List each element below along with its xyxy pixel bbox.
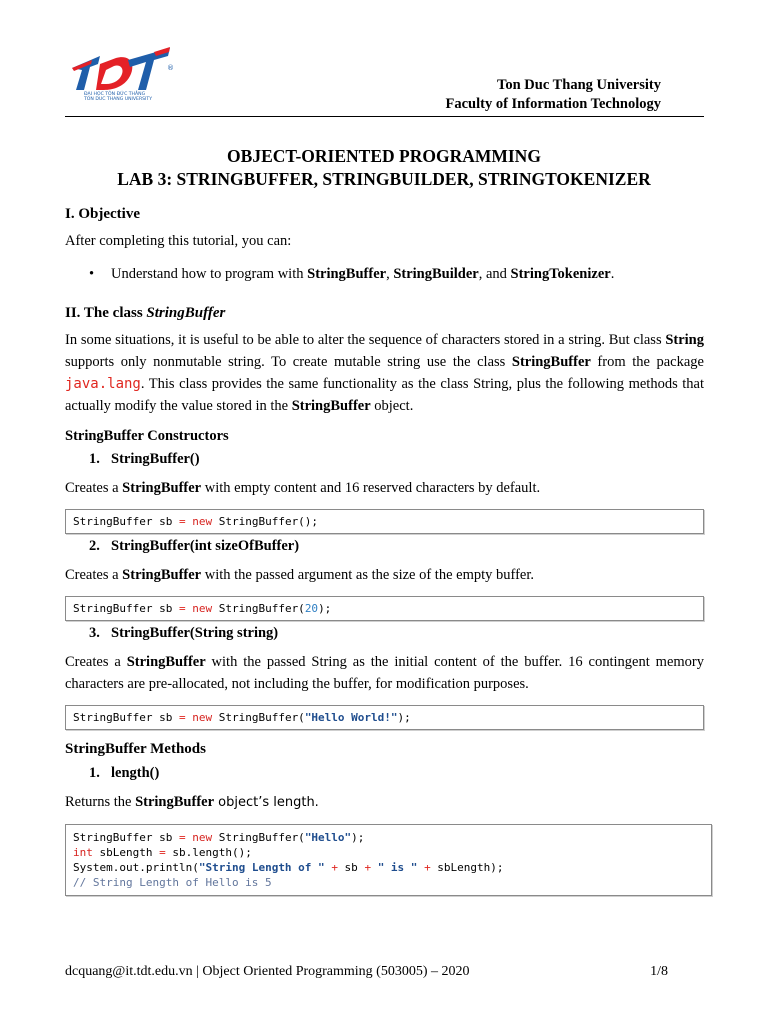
code-number: 20	[304, 602, 319, 615]
bullet-text: Understand how to program with	[111, 266, 308, 282]
method-1-label: length()	[111, 765, 160, 781]
code-keyword: int	[73, 846, 93, 859]
code-comment: // String Length of Hello is 5	[73, 876, 272, 889]
constructor-2-label: StringBuffer(int sizeOfBuffer)	[111, 538, 300, 554]
code-token: StringBuffer(	[212, 831, 305, 844]
code-token: StringBuffer(	[212, 602, 305, 615]
document-body	[65, 203, 704, 896]
objective-intro: After completing this tutorial, you can:	[65, 233, 292, 249]
code-string: "Hello"	[304, 831, 352, 844]
code-operator: =	[178, 711, 186, 724]
constructor-2-title	[65, 535, 704, 557]
desc-text: with the passed argument as the size of the empty buffer.	[201, 567, 534, 583]
university-logo	[70, 46, 174, 104]
bullet-term-stringbuilder: StringBuilder	[393, 266, 479, 282]
desc-term: StringBuffer	[122, 480, 202, 496]
para-text: supports only nonmutable string. To create mutable string use the class	[65, 354, 512, 370]
desc-text: with the passed String as the initial content of the buffer. 16 contingent memory characters are pre-allocated, not including the buffer, for modification purposes.	[65, 654, 704, 692]
code-operator: =	[178, 515, 186, 528]
code-token: sbLength	[92, 846, 160, 859]
package-name: java.lang	[65, 376, 141, 392]
code-token: System.out.println(	[73, 861, 199, 874]
para-term-string: String	[665, 332, 704, 348]
code-token: StringBuffer sb	[73, 515, 179, 528]
list-number: 2.	[89, 538, 100, 554]
list-number: 1.	[89, 451, 100, 467]
code-token: StringBuffer sb	[73, 711, 179, 724]
desc-term: StringBuffer	[135, 794, 215, 810]
section2-paragraph	[65, 329, 704, 417]
section2-heading	[65, 302, 704, 324]
code-operator: +	[364, 861, 372, 874]
constructor-2-desc	[65, 564, 704, 586]
bullet-dot-icon: •	[89, 266, 95, 282]
method-1-title	[65, 762, 704, 784]
code-token: );	[397, 711, 411, 724]
desc-text: Creates a	[65, 654, 127, 670]
section2-heading-class: StringBuffer	[146, 305, 226, 321]
bullet-sep: , and	[478, 266, 511, 282]
list-number: 3.	[89, 625, 100, 641]
code-string: "Hello World!"	[304, 711, 398, 724]
constructors-heading: StringBuffer Constructors	[65, 428, 229, 444]
code-token: sb.length();	[165, 846, 252, 859]
objective-bullet	[65, 263, 704, 285]
para-term-stringbuffer: StringBuffer	[291, 398, 371, 414]
para-text: In some situations, it is useful to be able to alter the sequence of characters stored in a string. But class	[65, 332, 666, 348]
code-snippet-constructor-3	[65, 705, 704, 730]
code-token: );	[351, 831, 365, 844]
logo-line2: TON DUC THANG UNIVERSITY	[84, 97, 153, 102]
code-keyword: new	[192, 831, 213, 844]
desc-text: object’s length.	[214, 795, 319, 810]
faculty-name: Faculty of Information Technology	[445, 96, 661, 112]
code-token: StringBuffer sb	[73, 602, 179, 615]
code-keyword: new	[192, 602, 213, 615]
list-number: 1.	[89, 765, 100, 781]
bullet-term-stringbuffer: StringBuffer	[307, 266, 387, 282]
title-line-2: LAB 3: STRINGBUFFER, STRINGBUILDER, STRINGTOKENIZER	[117, 169, 651, 189]
title-line-1: OBJECT-ORIENTED PROGRAMMING	[227, 146, 541, 166]
code-string: " is "	[377, 861, 418, 874]
para-term-stringbuffer: StringBuffer	[511, 354, 591, 370]
code-token	[371, 861, 378, 874]
logo-registered-mark: ®	[167, 64, 174, 72]
code-keyword: new	[192, 515, 213, 528]
method-1-desc	[65, 791, 704, 814]
code-token: StringBuffer sb	[73, 831, 179, 844]
university-header	[446, 76, 662, 114]
para-text: from the package	[590, 354, 704, 370]
desc-text: Returns the	[65, 794, 136, 810]
code-operator: +	[331, 861, 338, 874]
code-operator: +	[424, 861, 431, 874]
desc-text: Creates a	[65, 567, 123, 583]
constructor-1-title	[65, 448, 704, 470]
code-operator: =	[178, 602, 186, 615]
desc-term: StringBuffer	[122, 567, 202, 583]
code-token: StringBuffer();	[212, 515, 319, 528]
code-token: sbLength);	[430, 861, 504, 874]
code-snippet-constructor-2	[65, 596, 704, 621]
code-operator: =	[178, 831, 186, 844]
document-title	[0, 145, 768, 191]
tdt-logo-graphic	[70, 46, 174, 104]
constructor-3-desc	[65, 651, 704, 695]
code-token: sb	[337, 861, 365, 874]
para-text: object.	[370, 398, 414, 414]
code-snippet-length	[65, 824, 712, 896]
desc-text: with empty content and 16 reserved characters by default.	[201, 480, 541, 496]
methods-heading: StringBuffer Methods	[65, 741, 206, 757]
code-keyword: new	[192, 711, 213, 724]
bullet-sep: ,	[386, 266, 394, 282]
page-number: 1/8	[650, 964, 668, 979]
para-text: . This class provides the same functionality as the class String, plus the following methods that actually modify the value stored in the	[65, 376, 704, 414]
desc-term: StringBuffer	[126, 654, 206, 670]
footer-text: dcquang@it.tdt.edu.vn | Object Oriented Programming (503005) – 2020	[65, 964, 470, 979]
desc-text: Creates a	[65, 480, 123, 496]
constructor-1-label: StringBuffer()	[111, 451, 200, 467]
bullet-end: .	[610, 266, 615, 282]
logo-line1: ĐẠI HỌC TÔN ĐỨC THẮNG	[84, 92, 146, 97]
code-token: );	[318, 602, 332, 615]
section2-heading-prefix: II. The class	[65, 305, 147, 321]
header-divider	[65, 116, 704, 117]
code-token: StringBuffer(	[212, 711, 305, 724]
objective-heading: I. Objective	[65, 206, 140, 222]
code-operator: =	[159, 846, 166, 859]
university-name: Ton Duc Thang University	[497, 77, 661, 93]
constructor-3-label: StringBuffer(String string)	[111, 625, 279, 641]
constructor-1-desc	[65, 477, 704, 499]
bullet-term-stringtokenizer: StringTokenizer	[510, 266, 611, 282]
code-string: "String Length of "	[198, 861, 325, 874]
constructor-3-title	[65, 622, 704, 644]
code-snippet-constructor-1	[65, 509, 704, 534]
